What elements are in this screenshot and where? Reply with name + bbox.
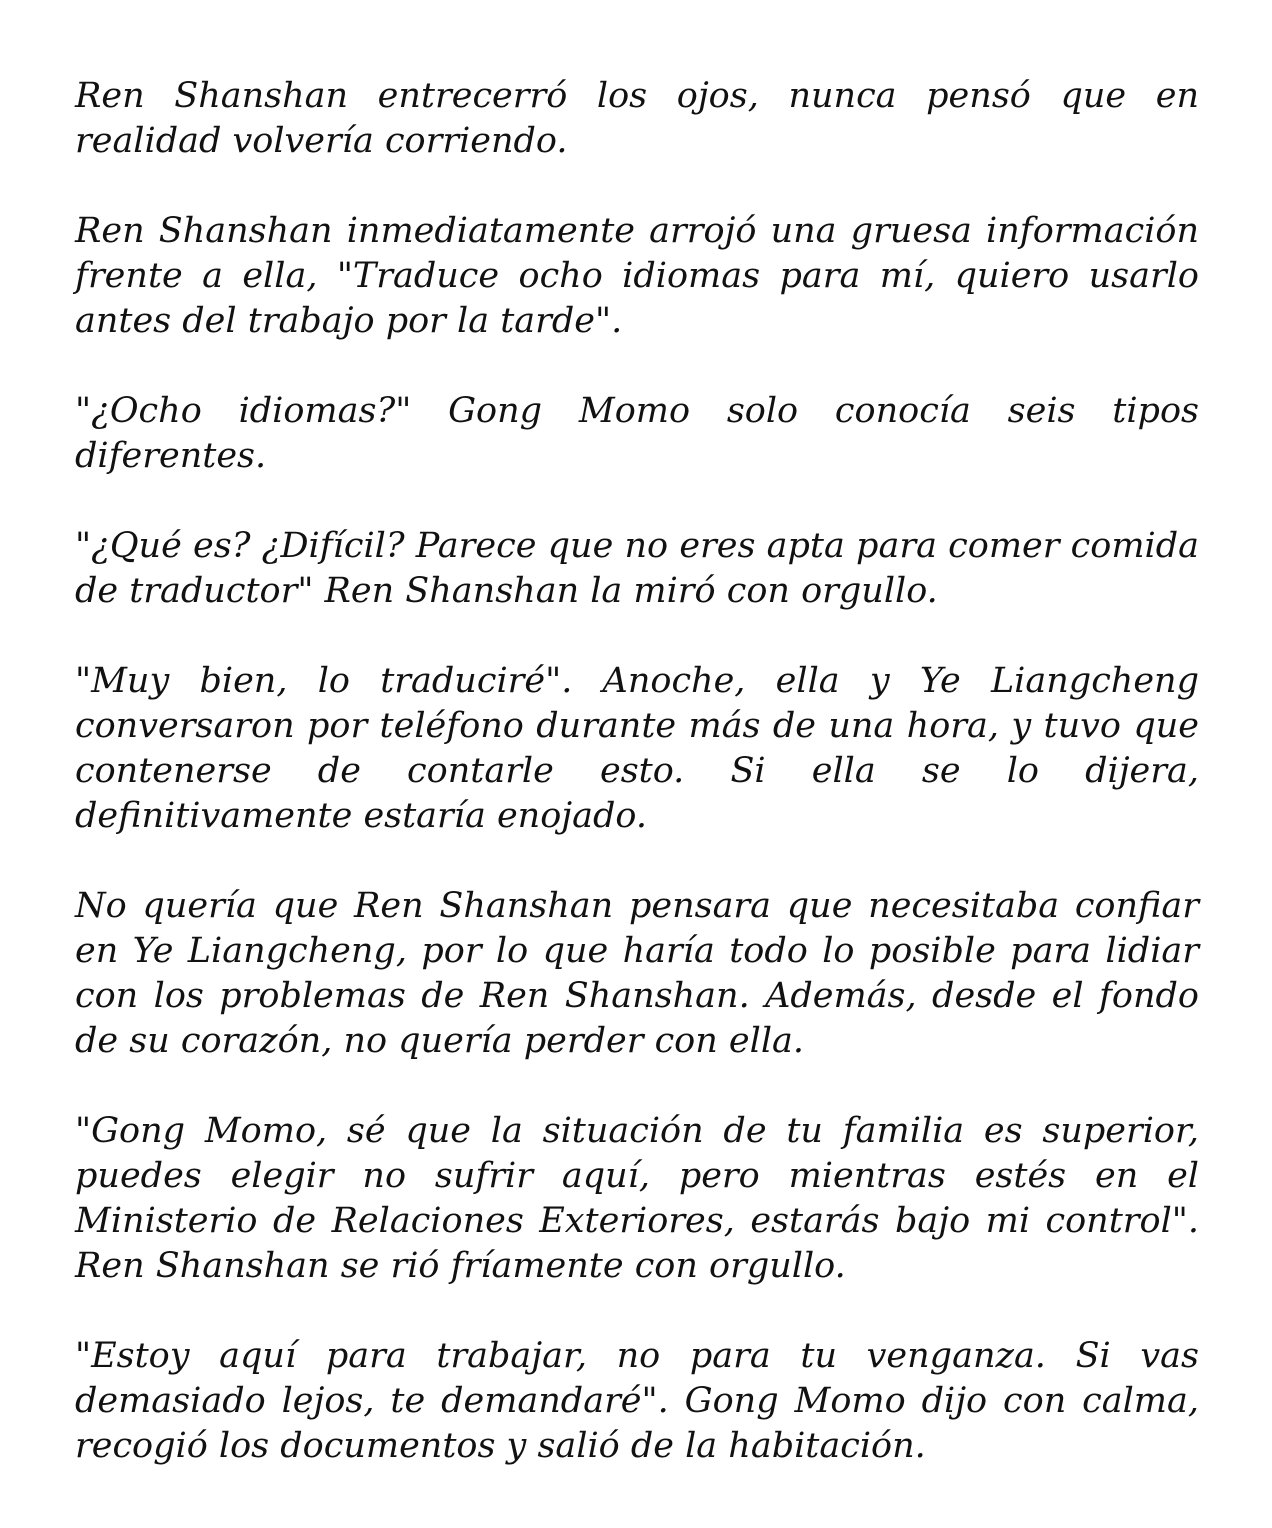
paragraph-7: "Gong Momo, sé que la situación de tu familia es superior, puedes elegir no sufrir aquí, pero mientras estés en el Ministerio de Relaciones Exteriores, estarás bajo mi control". Ren Shanshan se rió fríamente con orgullo. — [75, 1111, 1199, 1286]
paragraph-8: "Estoy aquí para trabajar, no para tu venganza. Si vas demasiado lejos, te demandaré". Gong Momo dijo con calma, recogió los documentos y salió de la habitación. — [75, 1336, 1199, 1466]
paragraph-1: Ren Shanshan entrecerró los ojos, nunca pensó que en realidad volvería corriendo. — [75, 76, 1199, 161]
paragraph-2: Ren Shanshan inmediatamente arrojó una gruesa información frente a ella, "Traduce ocho idiomas para mí, quiero usarlo antes del trabajo por la tarde". — [75, 211, 1199, 341]
paragraph-3: "¿Ocho idiomas?" Gong Momo solo conocía seis tipos diferentes. — [75, 391, 1199, 476]
document-body — [75, 74, 1199, 1469]
paragraph-6: No quería que Ren Shanshan pensara que necesitaba confiar en Ye Liangcheng, por lo que haría todo lo posible para lidiar con los problemas de Ren Shanshan. Además, desde el fondo de su corazón, no quería perder con ella. — [75, 886, 1199, 1061]
paragraph-4: "¿Qué es? ¿Difícil? Parece que no eres apta para comer comida de traductor" Ren Shanshan la miró con orgullo. — [75, 526, 1199, 611]
paragraph-5: "Muy bien, lo traduciré". Anoche, ella y Ye Liangcheng conversaron por teléfono durante más de una hora, y tuvo que contenerse de contarle esto. Si ella se lo dijera, definitivamente estaría enojado. — [75, 661, 1199, 836]
